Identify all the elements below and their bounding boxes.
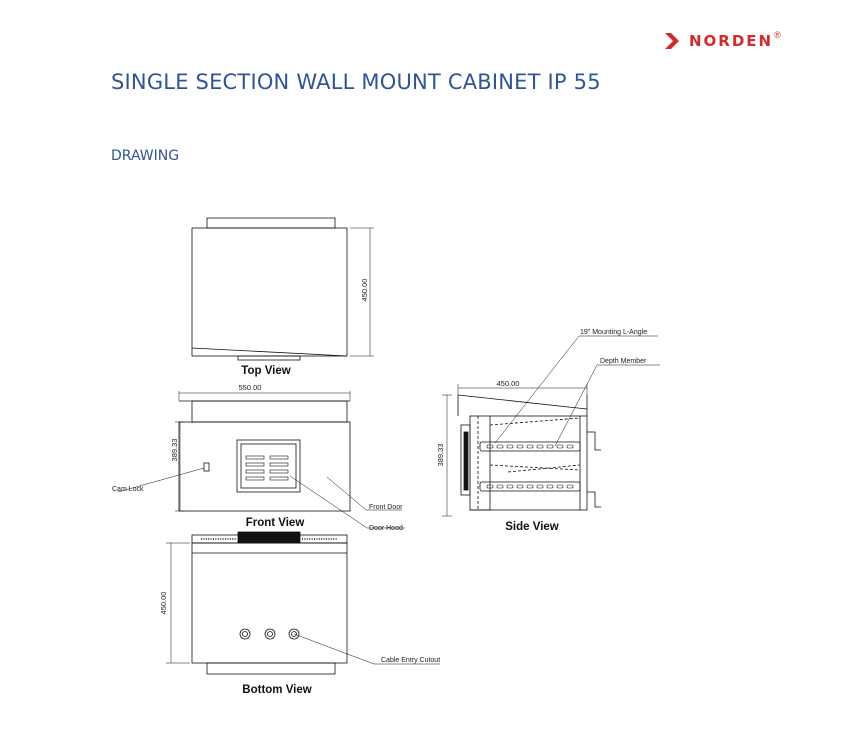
front-door-callout: Front Door — [369, 504, 403, 511]
depth-member-upper — [480, 442, 580, 451]
bottom-view — [166, 532, 440, 674]
cam-lock — [204, 463, 209, 471]
side-depth-dimension: 450.00 — [496, 379, 520, 388]
brand-name: NORDEN — [689, 32, 774, 50]
front-view — [118, 391, 405, 528]
depth-member-lower — [480, 482, 580, 491]
registered-mark: ® — [774, 30, 781, 40]
mounting-angle-callout: 19" Mounting L-Angle — [580, 329, 648, 336]
front-view-label: Front View — [245, 517, 305, 529]
cam-lock-callout: Cam Lock — [112, 486, 144, 493]
top-view-label: Top View — [241, 365, 291, 377]
depth-member-callout: Depth Member — [600, 358, 647, 365]
top-depth-dimension: 450.00 — [360, 278, 369, 302]
cable-entry-2 — [265, 629, 275, 639]
front-width-dimension: 550.00 — [238, 383, 262, 392]
side-view-label: Side View — [505, 521, 559, 533]
top-view — [192, 218, 374, 360]
bottom-view-label: Bottom View — [242, 684, 312, 696]
bottom-depth-dimension: 450.00 — [159, 591, 168, 615]
side-height-dimension: 389.33 — [436, 443, 445, 467]
cable-entry-1 — [240, 629, 250, 639]
front-height-dimension: 389.33 — [170, 438, 179, 462]
door-hood-callout: Door Hood — [369, 525, 403, 532]
cable-entry-callout: Cable Entry Cutout — [381, 657, 441, 664]
page-title: SINGLE SECTION WALL MOUNT CABINET IP 55 — [111, 70, 601, 94]
section-heading: DRAWING — [111, 148, 180, 164]
